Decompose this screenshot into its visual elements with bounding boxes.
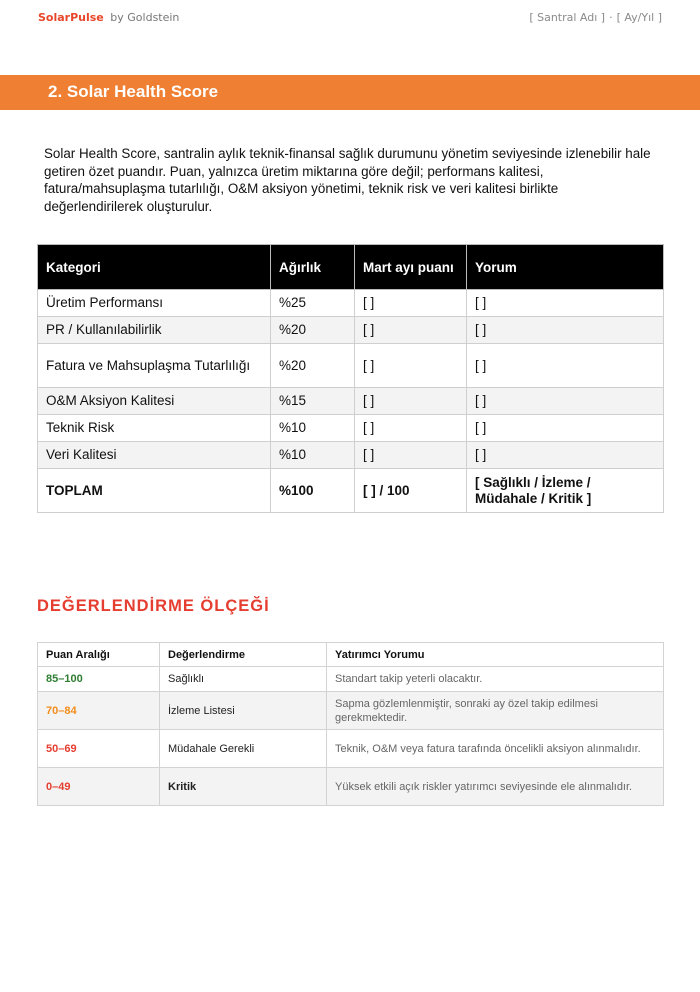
total-weight: %100 [271, 469, 355, 513]
comment-cell: [ ] [467, 290, 664, 317]
col-header-investor-comment: Yatırımcı Yorumu [327, 643, 664, 667]
assessment-cell: Müdahale Gerekli [160, 730, 327, 768]
category-cell: Fatura ve Mahsuplaşma Tutarlılığı [38, 344, 271, 388]
period-placeholder: [ Ay/Yıl ] [616, 11, 662, 24]
category-cell: PR / Kullanılabilirlik [38, 317, 271, 344]
comment-cell: [ ] [467, 442, 664, 469]
comment-cell: [ ] [467, 415, 664, 442]
investor-comment-cell: Sapma gözlemlenmiştir, sonraki ay özel takip edilmesi gerekmektedir. [327, 692, 664, 730]
brand-by: by Goldstein [110, 11, 180, 24]
investor-comment-cell: Standart takip yeterli olacaktır. [327, 667, 664, 692]
assessment-cell: İzleme Listesi [160, 692, 327, 730]
brand-name: SolarPulse [38, 11, 104, 24]
weight-cell: %10 [271, 415, 355, 442]
scale-table [37, 642, 664, 806]
range-cell: 70–84 [38, 692, 160, 730]
table-row [38, 730, 664, 768]
range-cell: 85–100 [38, 667, 160, 692]
table-row [38, 415, 664, 442]
col-header-range: Puan Aralığı [38, 643, 160, 667]
comment-cell: [ ] [467, 344, 664, 388]
table-row [38, 290, 664, 317]
comment-cell: [ ] [467, 317, 664, 344]
assessment-cell: Sağlıklı [160, 667, 327, 692]
intro-paragraph: Solar Health Score, santralin aylık teknik-finansal sağlık durumunu yönetim seviyesinde izlenebilir hale getiren özet puandır. Puan, yalnızca üretim miktarına göre değil; performans kalitesi, fatura/mahsuplaşma tutarlılığı, O&M aksiyon yönetimi, teknik risk ve veri kalitesi birlikte değerlendirilerek oluşturulur. [44, 146, 651, 214]
table-row [38, 317, 664, 344]
weight-cell: %20 [271, 344, 355, 388]
category-cell: Veri Kalitesi [38, 442, 271, 469]
table-row [38, 768, 664, 806]
meta-separator: · [609, 11, 613, 24]
report-meta [529, 11, 662, 24]
section-header-bar [0, 75, 700, 110]
investor-comment-cell: Teknik, O&M veya fatura tarafında öncelikli aksiyon alınmalıdır. [327, 730, 664, 768]
assessment-cell: Kritik [160, 768, 327, 806]
range-cell: 0–49 [38, 768, 160, 806]
col-header-weight: Ağırlık [271, 245, 355, 290]
score-cell: [ ] [355, 344, 467, 388]
score-table [37, 244, 664, 513]
score-cell: [ ] [355, 388, 467, 415]
weight-cell: %10 [271, 442, 355, 469]
col-header-score: Mart ayı puanı [355, 245, 467, 290]
score-cell: [ ] [355, 290, 467, 317]
total-comment: [ Sağlıklı / İzleme / Müdahale / Kritik ] [467, 469, 664, 513]
col-header-category: Kategori [38, 245, 271, 290]
col-header-comment: Yorum [467, 245, 664, 290]
table-row [38, 692, 664, 730]
plant-name-placeholder: [ Santral Adı ] [529, 11, 606, 24]
score-cell: [ ] [355, 442, 467, 469]
table-row [38, 344, 664, 388]
section-title: 2. Solar Health Score [48, 82, 219, 101]
total-row [38, 469, 664, 513]
category-cell: Üretim Performansı [38, 290, 271, 317]
total-label: TOPLAM [38, 469, 271, 513]
score-cell: [ ] [355, 317, 467, 344]
brand [38, 11, 179, 24]
weight-cell: %15 [271, 388, 355, 415]
table-row [38, 667, 664, 692]
scale-title: DEĞERLENDİRME ÖLÇEĞİ [37, 597, 270, 615]
category-cell: Teknik Risk [38, 415, 271, 442]
investor-comment-cell: Yüksek etkili açık riskler yatırımcı seviyesinde ele alınmalıdır. [327, 768, 664, 806]
table-row [38, 388, 664, 415]
table-row [38, 442, 664, 469]
page-header [0, 0, 700, 36]
total-score: [ ] / 100 [355, 469, 467, 513]
range-cell: 50–69 [38, 730, 160, 768]
score-cell: [ ] [355, 415, 467, 442]
category-cell: O&M Aksiyon Kalitesi [38, 388, 271, 415]
weight-cell: %25 [271, 290, 355, 317]
col-header-assessment: Değerlendirme [160, 643, 327, 667]
weight-cell: %20 [271, 317, 355, 344]
comment-cell: [ ] [467, 388, 664, 415]
